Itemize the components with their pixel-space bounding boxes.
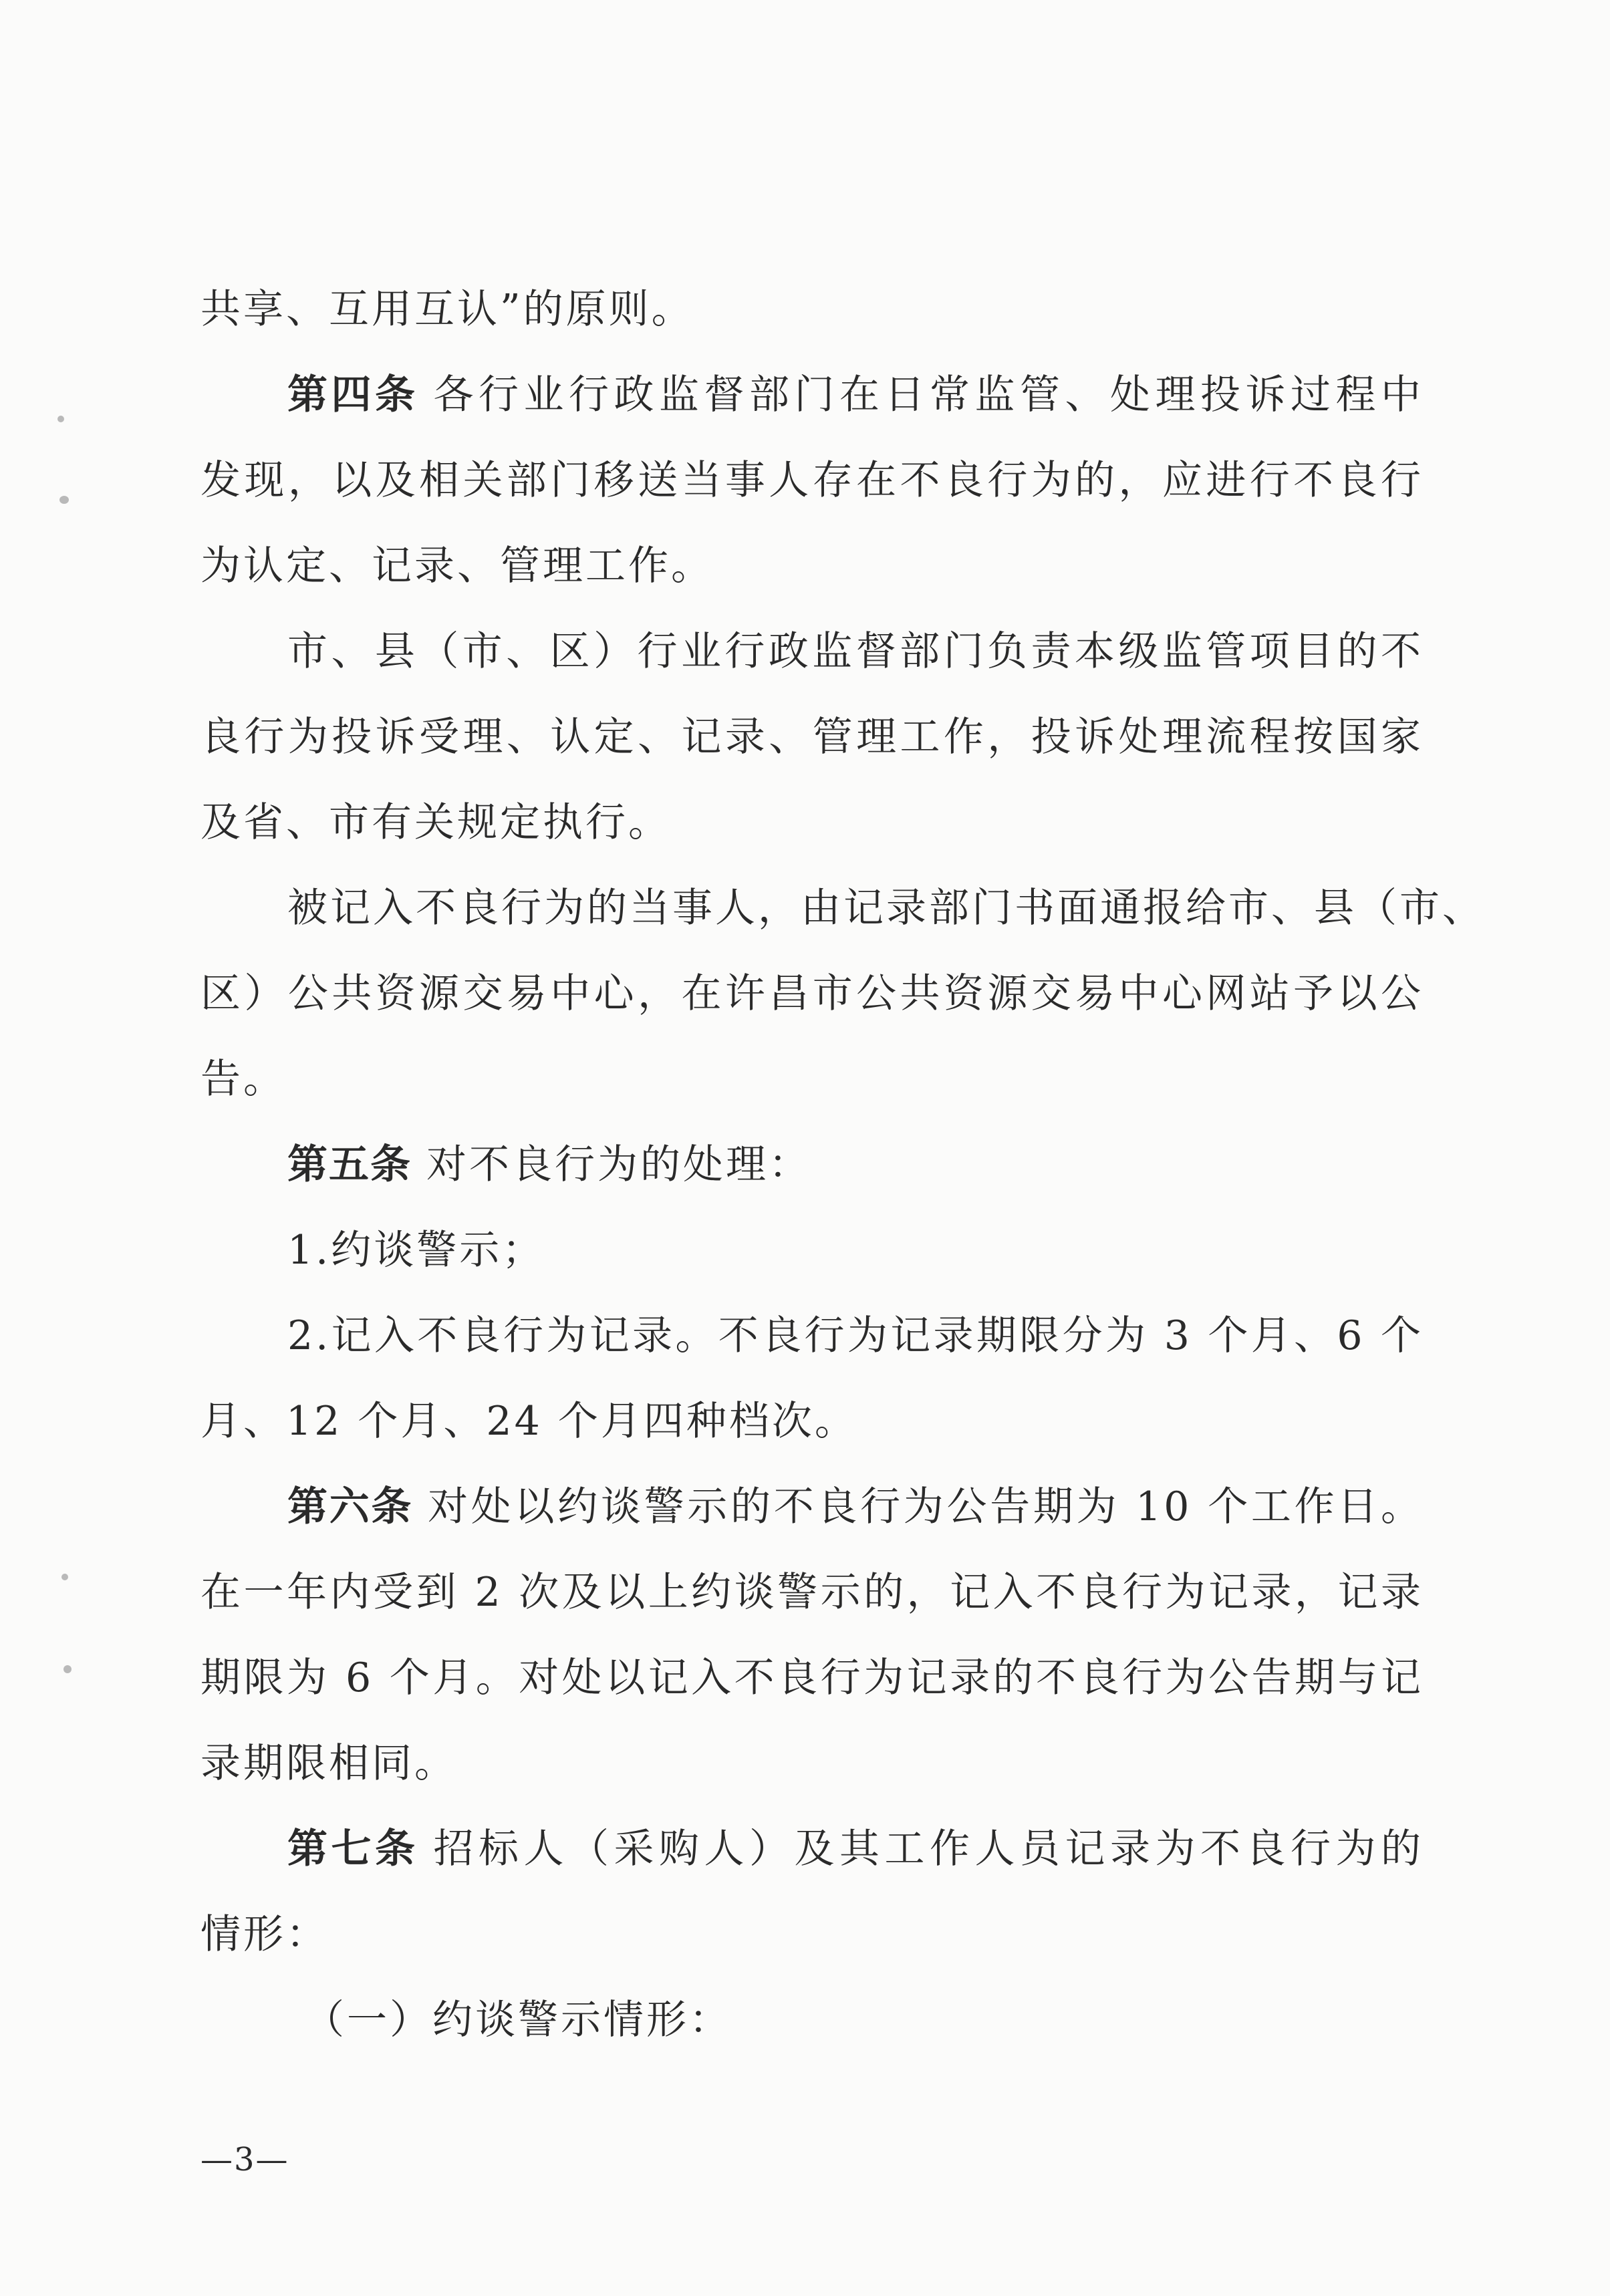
scan-dot — [57, 416, 64, 422]
line-text: 期限为 6 个月。对处以记入不良行为记录的不良行为公告期与记 — [200, 1655, 1424, 1701]
article-five-item-2-line-2 — [200, 1395, 1424, 1448]
page-number: —3— — [200, 2141, 289, 2178]
scan-dot — [59, 496, 69, 504]
article-four-line-3 — [200, 539, 1424, 593]
article-four-line-1 — [287, 368, 1424, 422]
line-text: 招标人（采购人）及其工作人员记录为不良行为的 — [433, 1826, 1424, 1872]
line-text: 月、12 个月、24 个月四种档次。 — [200, 1398, 857, 1445]
scan-dot — [63, 1665, 72, 1673]
article-five-line-1 — [287, 1138, 1424, 1191]
article-four-line-2 — [200, 454, 1424, 507]
line-text: 对处以约谈警示的不良行为公告期为 10 个工作日。 — [428, 1483, 1424, 1530]
line-text: 2.记入不良行为记录。不良行为记录期限分为 3 个月、6 个 — [287, 1312, 1424, 1359]
line-text: 各行业行政监督部门在日常监管、处理投诉过程中 — [433, 372, 1424, 418]
line-text: 市、县（市、区）行业行政监督部门负责本级监管项目的不 — [287, 628, 1424, 675]
article-four-paragraph-2-line-1 — [287, 625, 1424, 678]
article-seven-line-2 — [200, 1908, 1424, 1961]
article-four-paragraph-3-line-1 — [287, 881, 1485, 935]
line-text: 被记入不良行为的当事人，由记录部门书面通报给市、县（市、 — [287, 885, 1485, 931]
article-four-paragraph-3-line-3 — [200, 1052, 1424, 1106]
article-four-paragraph-2-line-2 — [200, 710, 1424, 764]
article-six-line-1 — [287, 1480, 1424, 1534]
line-text: 共享、互用互认”的原则。 — [200, 286, 694, 333]
article-five-item-1 — [287, 1224, 1424, 1277]
line-text: 区）公共资源交易中心，在许昌市公共资源交易中心网站予以公 — [200, 970, 1424, 1017]
article-six-heading: 第六条 — [287, 1483, 414, 1530]
line-text: 发现，以及相关部门移送当事人存在不良行为的，应进行不良行 — [200, 457, 1424, 504]
line-text: 1.约谈警示； — [287, 1227, 545, 1274]
line-text: 告。 — [200, 1056, 286, 1103]
article-four-paragraph-2-line-3 — [200, 796, 1424, 849]
article-five-item-2-line-1 — [287, 1309, 1424, 1362]
line-text: 对不良行为的处理： — [426, 1141, 811, 1188]
article-four-paragraph-3-line-2 — [200, 967, 1424, 1020]
article-four-heading: 第四条 — [287, 372, 419, 418]
article-seven-heading: 第七条 — [287, 1826, 419, 1872]
line-text: 及省、市有关规定执行。 — [200, 799, 671, 846]
line-text: （一）约谈警示情形： — [304, 1997, 732, 2043]
line-text: 录期限相同。 — [200, 1740, 457, 1787]
article-six-line-4 — [200, 1737, 1424, 1790]
article-six-line-2 — [200, 1566, 1424, 1619]
line-text: 在一年内受到 2 次及以上约谈警示的，记入不良行为记录，记录 — [200, 1569, 1424, 1616]
scan-dot — [61, 1574, 68, 1580]
article-five-heading: 第五条 — [287, 1141, 412, 1188]
article-seven-line-1 — [287, 1822, 1424, 1876]
article-six-line-3 — [200, 1651, 1424, 1705]
line-text: 良行为投诉受理、认定、记录、管理工作，投诉处理流程按国家 — [200, 714, 1424, 760]
line-text: 情形： — [200, 1911, 329, 1958]
paragraph-line-1 — [200, 283, 1424, 336]
line-text: 为认定、记录、管理工作。 — [200, 543, 714, 589]
article-seven-subheading — [304, 1993, 1440, 2047]
